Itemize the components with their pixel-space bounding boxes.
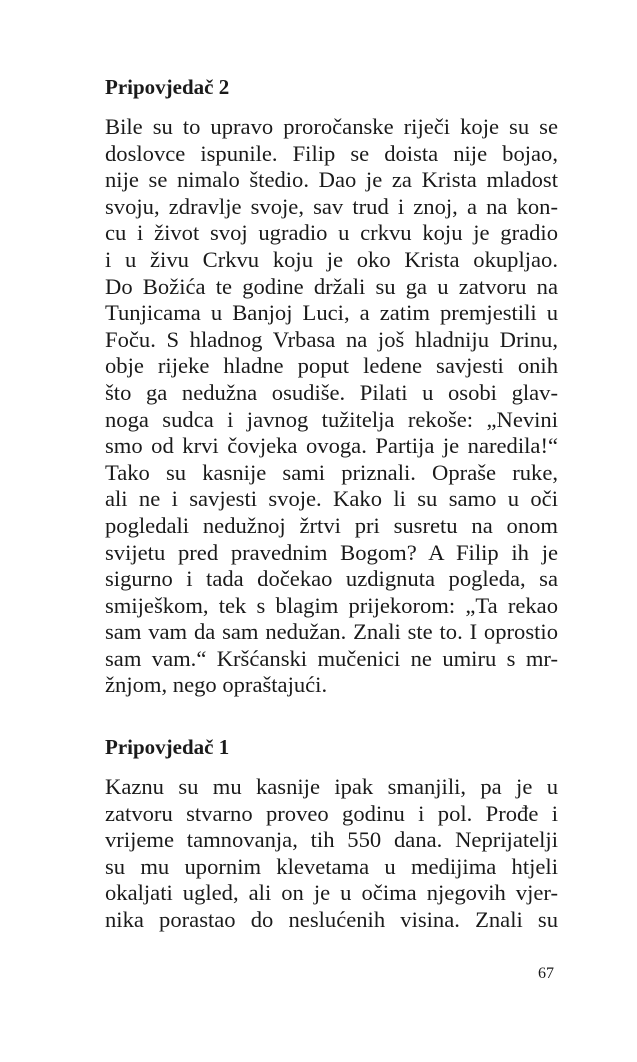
text-line: svoju, zdravlje svoje, sav trud i znoj, a na kon- — [105, 193, 558, 219]
text-line: ali ne i savjesti svoje. Kako li su samo u oči — [105, 486, 558, 512]
text-line: nije se nimalo štedio. Dao je za Krista mladost — [105, 167, 558, 193]
paragraph-pripovjedac-1 — [105, 774, 558, 934]
text-line: noga sudca i javnog tužitelja rekoše: „Nevini — [105, 406, 558, 432]
text-line: Bile su to upravo proročanske riječi koje su se — [105, 114, 558, 139]
section-heading-pripovjedac-1: Pripovjedač 1 — [105, 735, 230, 759]
text-line: Tunjicama u Banjoj Luci, a zatim premjestili u — [105, 300, 558, 326]
text-line: sam vam da sam nedužan. Znali ste to. I oprostio — [105, 619, 558, 645]
text-line: su mu upornim klevetama u medijima htjeli — [105, 853, 558, 879]
text-line: nika porastao do neslućenih visina. Znali su — [105, 906, 558, 932]
text-line: Foču. S hladnog Vrbasa na još hladniju Drinu, — [105, 326, 558, 352]
text-line: i u živu Crkvu koju je oko Krista okupljao. — [105, 246, 558, 272]
text-line: Do Božića te godine držali su ga u zatvoru na — [105, 273, 558, 299]
text-line: smiješkom, tek s blagim prijekorom: „Ta rekao — [105, 592, 558, 618]
text-line: svijetu pred pravednim Bogom? A Filip ih je — [105, 539, 558, 565]
text-line: cu i život svoj ugradio u crkvu koju je gradio — [105, 220, 558, 246]
text-line: Tako su kasnije sami priznali. Opraše ruke, — [105, 459, 558, 485]
text-line: vrijeme tamnovanja, tih 550 dana. Neprijatelji — [105, 827, 558, 853]
text-line: doslovce ispunile. Filip se doista nije bojao, — [105, 140, 558, 166]
text-line: smo od krvi čovjeka ovoga. Partija je naredila!“ — [105, 433, 558, 459]
section-heading-pripovjedac-2: Pripovjedač 2 — [105, 75, 230, 99]
text-line: pogledali nedužnoj žrtvi pri susretu na onom — [105, 512, 558, 538]
text-line: obje rijeke hladne poput ledene savjesti onih — [105, 353, 558, 379]
page-number: 67 — [538, 965, 554, 982]
text-line: sigurno i tada dočekao uzdignuta pogleda, sa — [105, 566, 558, 592]
text-line: što ga nedužna osudiše. Pilati u osobi glav- — [105, 379, 558, 405]
paragraph-pripovjedac-2 — [105, 114, 558, 699]
text-line: sam vam.“ Kršćanski mučenici ne umiru s mr- — [105, 645, 558, 671]
text-line: zatvoru stvarno proveo godinu i pol. Prođe i — [105, 800, 558, 826]
text-line: Kaznu su mu kasnije ipak smanjili, pa je u — [105, 774, 558, 799]
text-line: okaljati ugled, ali on je u očima njegovih vjer- — [105, 880, 558, 906]
text-line: žnjom, nego opraštajući. — [105, 672, 328, 698]
